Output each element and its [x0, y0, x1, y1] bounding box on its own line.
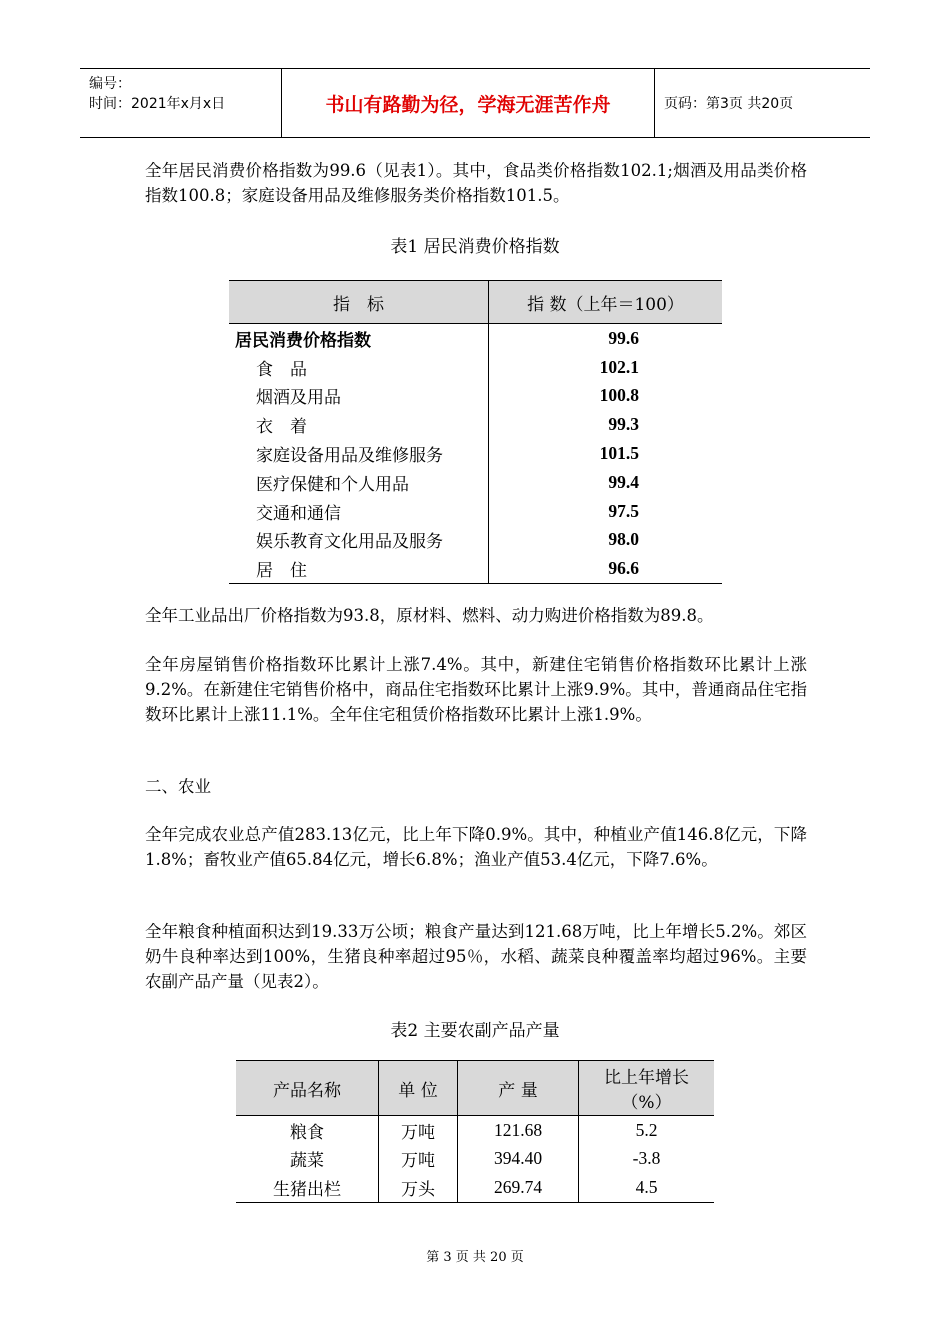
table-row	[229, 526, 722, 555]
table-row	[236, 1116, 714, 1145]
growth-cell: 4.5	[579, 1173, 715, 1202]
table-header-row	[236, 1061, 714, 1116]
table-header-product: 产品名称	[236, 1061, 379, 1116]
document-number-label: 编号：	[89, 76, 131, 92]
table-row	[229, 410, 722, 439]
document-time-label: 时间：2021年x月x日	[89, 96, 226, 112]
paragraph-agriculture-output: 全年完成农业总产值283.13亿元，比上年下降0.9%。其中，种植业产值146.8亿元，下降1.8%；畜牧业产值65.84亿元，增长6.8%；渔业产值53.4亿元，下降7.6%。	[145, 825, 807, 869]
row-name: 食 品	[229, 353, 489, 382]
page-footer: 第 3 页 共 20 页	[426, 1250, 524, 1265]
row-name: 医疗保健和个人用品	[229, 468, 489, 497]
unit-cell: 万吨	[379, 1145, 458, 1174]
paragraph-industrial-price: 全年工业品出厂价格指数为93.8，原材料、燃料、动力购进价格指数为89.8。	[145, 606, 714, 625]
table-row	[229, 353, 722, 382]
row-value: 100.8	[599, 385, 639, 406]
row-value: 98.0	[608, 529, 639, 550]
row-value: 97.5	[608, 500, 639, 521]
farm-products-table	[236, 1060, 714, 1203]
table-header-growth	[579, 1061, 715, 1116]
table-row	[229, 439, 722, 468]
section-heading-agriculture: 二、农业	[145, 777, 211, 796]
product-cell: 生猪出栏	[236, 1173, 379, 1202]
growth-cell: 5.2	[635, 1119, 658, 1140]
table-row	[236, 1145, 714, 1174]
row-name: 娱乐教育文化用品及服务	[229, 526, 489, 555]
row-name: 烟酒及用品	[229, 382, 489, 411]
paragraph-housing-price: 全年房屋销售价格指数环比累计上涨7.4%。其中，新建住宅销售价格指数环比累计上涨9.2%。在新建住宅销售价格中，商品住宅指数环比累计上涨9.9%。其中，普通商品住宅指数环比累计上涨11.1%。全年住宅租赁价格指数环比累计上涨1.9%。	[145, 655, 807, 724]
row-name: 居 住	[229, 554, 489, 583]
row-value: 102.1	[599, 356, 639, 377]
header-page-label: 页码：第3页 共20页	[664, 96, 794, 112]
output-cell: 269.74	[458, 1173, 579, 1202]
table-header-row	[229, 281, 722, 324]
table-header-index: 指 数（上年＝100）	[489, 281, 723, 324]
page-header	[80, 68, 870, 138]
row-value: 99.4	[608, 471, 639, 492]
row-name: 交通和通信	[229, 497, 489, 526]
table-header-indicator: 指 标	[229, 281, 489, 324]
row-value: 99.6	[608, 327, 639, 348]
row-name: 居民消费价格指数	[229, 324, 489, 353]
table-row	[229, 497, 722, 526]
product-cell: 粮食	[236, 1116, 379, 1145]
cpi-table	[229, 280, 722, 584]
row-name: 衣 着	[229, 410, 489, 439]
header-meta	[80, 69, 282, 137]
table-row	[229, 468, 722, 497]
table-header-unit: 单 位	[379, 1061, 458, 1116]
row-value: 99.3	[608, 414, 639, 435]
paragraph-grain: 全年粮食种植面积达到19.33万公顷；粮食产量达到121.68万吨，比上年增长5.2%。郊区奶牛良种率达到100%，生猪良种率超过95％，水稻、蔬菜良种覆盖率均超过96%。主要农副产品产量（见表2）。	[145, 922, 807, 991]
table-row	[236, 1173, 714, 1202]
output-cell: 394.40	[458, 1145, 579, 1174]
product-cell: 蔬菜	[236, 1145, 379, 1174]
row-value: 101.5	[599, 443, 639, 464]
table-row	[229, 382, 722, 411]
unit-cell: 万头	[379, 1173, 458, 1202]
table1-caption: 表1 居民消费价格指数	[390, 237, 560, 257]
unit-cell: 万吨	[379, 1116, 458, 1145]
growth-header-line1: 比上年增长	[604, 1068, 689, 1088]
table-row	[229, 324, 722, 353]
row-name: 家庭设备用品及维修服务	[229, 439, 489, 468]
paragraph-cpi: 全年居民消费价格指数为99.6（见表1）。其中，食品类价格指数102.1;烟酒及用品类价格指数100.8；家庭设备用品及维修服务类价格指数101.5。	[145, 161, 807, 205]
table-row	[229, 554, 722, 583]
growth-header-line2: （%）	[621, 1093, 672, 1113]
header-motto: 书山有路勤为径，学海无涯苦作舟	[282, 69, 655, 137]
table2-caption: 表2 主要农副产品产量	[390, 1021, 560, 1041]
output-cell: 121.68	[458, 1116, 579, 1145]
row-value: 96.6	[489, 554, 723, 583]
table-header-output: 产 量	[458, 1061, 579, 1116]
growth-cell: -3.8	[632, 1148, 661, 1169]
